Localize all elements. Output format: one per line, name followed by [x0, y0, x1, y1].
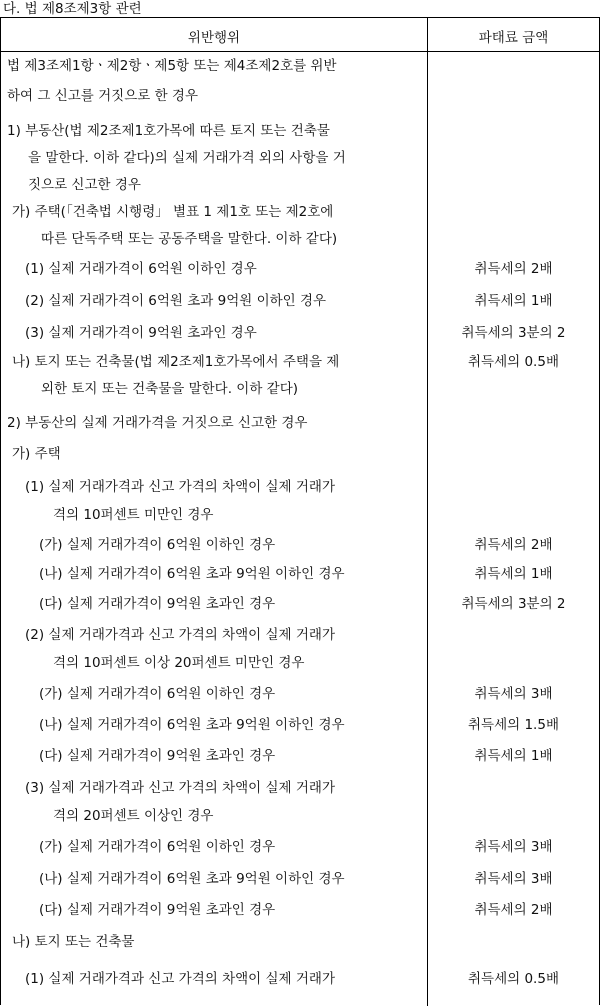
fee-value: 취득세의 3분의 2 — [461, 325, 566, 341]
violation-line: 가) 주택(「건축법 시행령」 별표 1 제1호 또는 제2호에 — [12, 204, 334, 220]
fee-value: 취득세의 3배 — [474, 686, 553, 702]
violation-line: (3) 실제 거래가격과 신고 가격의 차액이 실제 거래가 — [25, 780, 335, 796]
penalty-table — [0, 17, 600, 1005]
violation-line: (가) 실제 거래가격이 6억원 이하인 경우 — [39, 686, 276, 702]
fee-value: 취득세의 1.5배 — [468, 717, 559, 733]
violation-line: (나) 실제 거래가격이 6억원 초과 9억원 이하인 경우 — [39, 566, 345, 582]
violation-line: (나) 실제 거래가격이 6억원 초과 9억원 이하인 경우 — [39, 717, 345, 733]
violation-line: 따른 단독주택 또는 공동주택을 말한다. 이하 같다) — [41, 231, 338, 247]
fee-value: 취득세의 2배 — [474, 261, 553, 277]
violation-line: (1) 실제 거래가격과 신고 가격의 차액이 실제 거래가 — [25, 971, 335, 987]
header-fee: 파태료 금액 — [478, 30, 549, 46]
violation-line: 격의 20퍼센트 이상인 경우 — [53, 808, 214, 824]
violation-line: (다) 실제 거래가격이 9억원 초과인 경우 — [39, 748, 276, 764]
violation-line: 격의 10퍼센트 미만인 경우 — [53, 507, 214, 523]
fee-value: 취득세의 2배 — [474, 902, 553, 918]
header-violation: 위반행위 — [187, 30, 241, 46]
violation-line: 나) 토지 또는 건축물 — [12, 934, 135, 950]
violation-line: 격의 10퍼센트 이상 20퍼센트 미만인 경우 — [53, 655, 305, 671]
violation-line: 2) 부동산의 실제 거래가격을 거짓으로 신고한 경우 — [7, 415, 308, 431]
table-header — [1, 18, 599, 52]
violation-line: (다) 실제 거래가격이 9억원 초과인 경우 — [39, 596, 276, 612]
violation-line: (1) 실제 거래가격과 신고 가격의 차액이 실제 거래가 — [25, 479, 335, 495]
violation-line: 하여 그 신고를 거짓으로 한 경우 — [7, 88, 198, 104]
violation-line: 외한 토지 또는 건축물을 말한다. 이하 같다) — [41, 381, 299, 397]
violation-line: 1) 부동산(법 제2조제1호가목에 따른 토지 또는 건축물 — [7, 123, 330, 139]
section-caption: 다. 법 제8조제3항 관련 — [3, 1, 142, 17]
fee-value: 취득세의 3배 — [474, 839, 553, 855]
violation-line: (나) 실제 거래가격이 6억원 초과 9억원 이하인 경우 — [39, 871, 345, 887]
fee-value: 취득세의 1배 — [474, 293, 553, 309]
violation-line: (가) 실제 거래가격이 6억원 이하인 경우 — [39, 537, 276, 553]
fee-value: 취득세의 3배 — [474, 871, 553, 887]
violation-line: 가) 주택 — [12, 446, 61, 462]
fee-value: 취득세의 2배 — [474, 537, 553, 553]
fee-value: 취득세의 0.5배 — [468, 971, 559, 987]
violation-line: (2) 실제 거래가격과 신고 가격의 차액이 실제 거래가 — [25, 627, 335, 643]
fee-value: 취득세의 0.5배 — [468, 354, 559, 370]
violation-line: (가) 실제 거래가격이 6억원 이하인 경우 — [39, 839, 276, 855]
fee-value: 취득세의 1배 — [474, 748, 553, 764]
violation-line: (다) 실제 거래가격이 9억원 초과인 경우 — [39, 902, 276, 918]
violation-line: 나) 토지 또는 건축물(법 제2조제1호가목에서 주택을 제 — [12, 354, 340, 370]
violation-line: 을 말한다. 이하 같다)의 실제 거래가격 외의 사항을 거 — [28, 150, 346, 166]
violation-line: 법 제3조제1항ㆍ제2항ㆍ제5항 또는 제4조제2호를 위반 — [7, 58, 337, 74]
column-divider — [427, 18, 428, 1006]
fee-value: 취득세의 3분의 2 — [461, 596, 566, 612]
violation-line: 짓으로 신고한 경우 — [28, 177, 141, 193]
violation-line: (2) 실제 거래가격이 6억원 초과 9억원 이하인 경우 — [25, 293, 327, 309]
violation-line: (1) 실제 거래가격이 6억원 이하인 경우 — [25, 261, 257, 277]
violation-line: (3) 실제 거래가격이 9억원 초과인 경우 — [25, 325, 257, 341]
fee-value: 취득세의 1배 — [474, 566, 553, 582]
